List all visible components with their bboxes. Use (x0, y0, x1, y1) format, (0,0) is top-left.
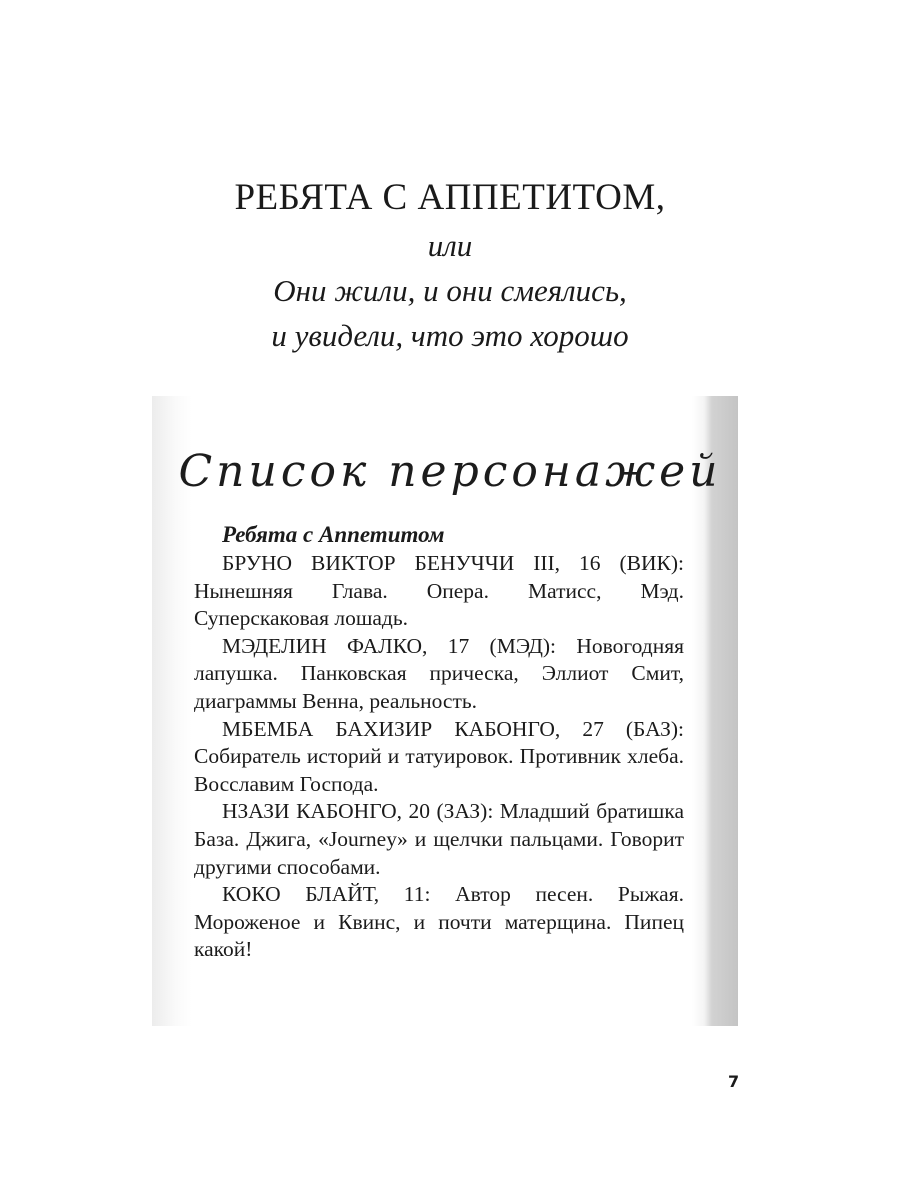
character-entry: НЗАЗИ КАБОНГО, 20 (ЗАЗ): Младший братишка База. Джига, «Journey» и щелчки пальцами. Говорит другими способами. (194, 799, 684, 879)
character-entry: КОКО БЛАЙТ, 11: Автор песен. Рыжая. Мороженое и Квинс, и почти матерщина. Пипец какой! (194, 882, 684, 962)
character-entry: МБЕМБА БАХИЗИР КАБОНГО, 27 (БАЗ): Собиратель историй и татуировок. Противник хлеба. Восславим Господа. (194, 716, 684, 796)
chapter-title-block (0, 172, 900, 358)
chapter-subtitle-line-2: и увидели, что это хорошо (271, 318, 629, 353)
character-entry: БРУНО ВИКТОР БЕНУЧЧИ III, 16 (ВИК): Нынешняя Глава. Опера. Матисс, Мэд. Суперскаковая лошадь. (194, 551, 684, 631)
character-list-heading: Список персонажей (178, 446, 722, 497)
chapter-subtitle-line-1: Они жили, и они смеялись, (273, 273, 627, 308)
chapter-title-or: или (427, 228, 473, 263)
character-list (194, 520, 684, 964)
chapter-title: РЕБЯТА С АППЕТИТОМ, (234, 177, 666, 218)
group-title: Ребята с Аппетитом (222, 522, 445, 547)
character-entry: МЭДЕЛИН ФАЛКО, 17 (МЭД): Новогодняя лапушка. Панковская прическа, Эллиот Смит, диаграммы Венна, реальность. (194, 633, 684, 713)
page-number: 7 (728, 1072, 740, 1091)
